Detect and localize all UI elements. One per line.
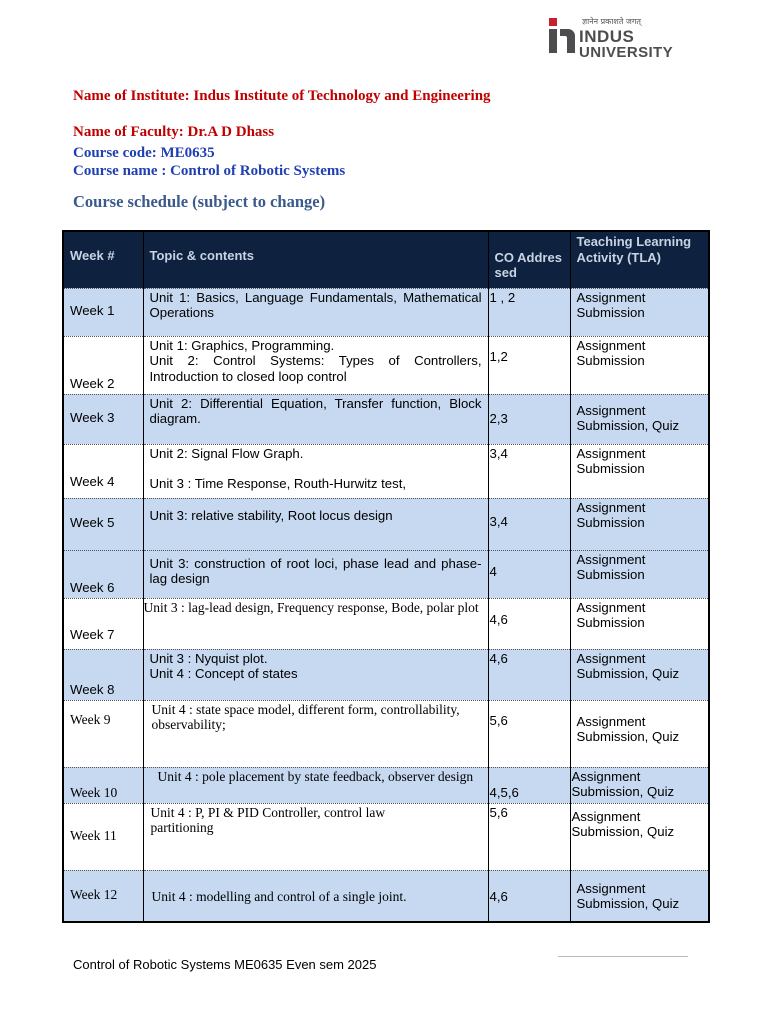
table-row [63, 550, 709, 598]
week-cell: Week 3 [63, 394, 143, 444]
tla-cell: Assignment Submission, Quiz [570, 870, 709, 922]
course-code: Course code: ME0635 [73, 145, 215, 161]
tla-cell: Assignment Submission [570, 288, 709, 336]
page-footer: Control of Robotic Systems ME0635 Even sem 2025 [73, 957, 377, 972]
tla-cell: Assignment Submission, Quiz [570, 649, 709, 700]
topic-cell: Unit 4 : P, PI & PID Controller, control law partitioning [143, 803, 488, 870]
course-schedule-table [62, 230, 710, 923]
topic-cell: Unit 3 : lag-lead design, Frequency response, Bode, polar plot [143, 598, 488, 649]
topic-line: Unit 2: Signal Flow Graph. [149, 445, 304, 461]
tla-cell: Assignment Submission [570, 444, 709, 498]
topic-cell: Unit 4 : modelling and control of a single joint. [143, 870, 488, 922]
course-name: Course name : Control of Robotic Systems [73, 163, 346, 179]
header-co: CO Addressed [488, 231, 570, 288]
tla-cell: Assignment Submission [570, 598, 709, 649]
topic-line: Unit 2: Control Systems: Types of Controllers, Introduction to closed loop control [149, 353, 482, 384]
co-cell: 4,6 [488, 649, 570, 700]
week-cell: Week 11 [63, 803, 143, 870]
header-week: Week # [63, 231, 143, 288]
logo-text-indus: INDUS [579, 27, 635, 46]
co-cell: 4,6 [488, 870, 570, 922]
topic-cell: Unit 3: construction of root loci, phase lead and phase-lag design [143, 550, 488, 598]
week-cell: Week 2 [63, 336, 143, 394]
topic-cell: Unit 4 : pole placement by state feedback, observer design [143, 767, 488, 803]
week-cell: Week 9 [63, 700, 143, 767]
topic-cell: Unit 1: Basics, Language Fundamentals, Mathematical Operations [143, 288, 488, 336]
week-cell: Week 5 [63, 498, 143, 550]
co-cell: 4,5,6 [488, 767, 570, 803]
table-row [63, 288, 709, 336]
topic-line: Unit 3 : Time Response, Routh-Hurwitz test, [149, 476, 407, 491]
logo-mark-icon [546, 18, 576, 60]
topic-cell: Unit 3: relative stability, Root locus design [143, 498, 488, 550]
topic-line: Unit 4 : Concept of states [149, 666, 298, 681]
topic-cell: Unit 2: Differential Equation, Transfer function, Block diagram. [143, 394, 488, 444]
table-row [63, 870, 709, 922]
topic-cell [143, 649, 488, 700]
week-cell: Week 1 [63, 288, 143, 336]
table-row [63, 394, 709, 444]
table-row [63, 803, 709, 870]
tla-cell: Assignment Submission [570, 498, 709, 550]
schedule-title: Course schedule (subject to change) [73, 192, 326, 211]
topic-cell [143, 336, 488, 394]
co-cell: 3,4 [488, 444, 570, 498]
table-row [63, 498, 709, 550]
table-row [63, 700, 709, 767]
header-tla: Teaching Learning Activity (TLA) [570, 231, 709, 288]
week-cell: Week 7 [63, 598, 143, 649]
co-cell: 2,3 [488, 394, 570, 444]
table-row [63, 336, 709, 394]
tla-cell: Assignment Submission, Quiz [570, 700, 709, 767]
faculty-name: Name of Faculty: Dr.A D Dhass [73, 124, 275, 140]
header-topic: Topic & contents [143, 231, 488, 288]
topic-line: Unit 3 : Nyquist plot. [149, 650, 268, 666]
tla-cell: Assignment Submission, Quiz [570, 394, 709, 444]
topic-cell: Unit 4 : state space model, different form, controllability, observability; [143, 700, 488, 767]
table-row [63, 767, 709, 803]
tla-cell: Assignment Submission [570, 550, 709, 598]
institute-name: Name of Institute: Indus Institute of Technology and Engineering [73, 88, 491, 104]
co-cell: 1 , 2 [488, 288, 570, 336]
week-cell: Week 6 [63, 550, 143, 598]
week-cell: Week 12 [63, 870, 143, 922]
week-cell: Week 8 [63, 649, 143, 700]
co-cell: 1,2 [488, 336, 570, 394]
table-row [63, 649, 709, 700]
week-cell: Week 4 [63, 444, 143, 498]
co-cell: 3,4 [488, 498, 570, 550]
tla-cell: Assignment Submission [570, 336, 709, 394]
topic-line: Unit 1: Graphics, Programming. [149, 337, 335, 353]
table-row [63, 444, 709, 498]
week-cell: Week 10 [63, 767, 143, 803]
tla-cell: Assignment Submission, Quiz [570, 803, 709, 870]
table-header-row [63, 231, 709, 288]
co-cell: 4 [488, 550, 570, 598]
table-row [63, 598, 709, 649]
footer-rule [558, 956, 688, 957]
co-cell: 4,6 [488, 598, 570, 649]
tla-cell: Assignment Submission, Quiz [570, 767, 709, 803]
topic-cell [143, 444, 488, 498]
co-cell: 5,6 [488, 803, 570, 870]
logo-text-university: UNIVERSITY [579, 44, 674, 61]
co-cell: 5,6 [488, 700, 570, 767]
logo-tagline: ज्ञानेन प्रकाशते जगत् [582, 17, 641, 26]
university-logo [546, 16, 698, 62]
